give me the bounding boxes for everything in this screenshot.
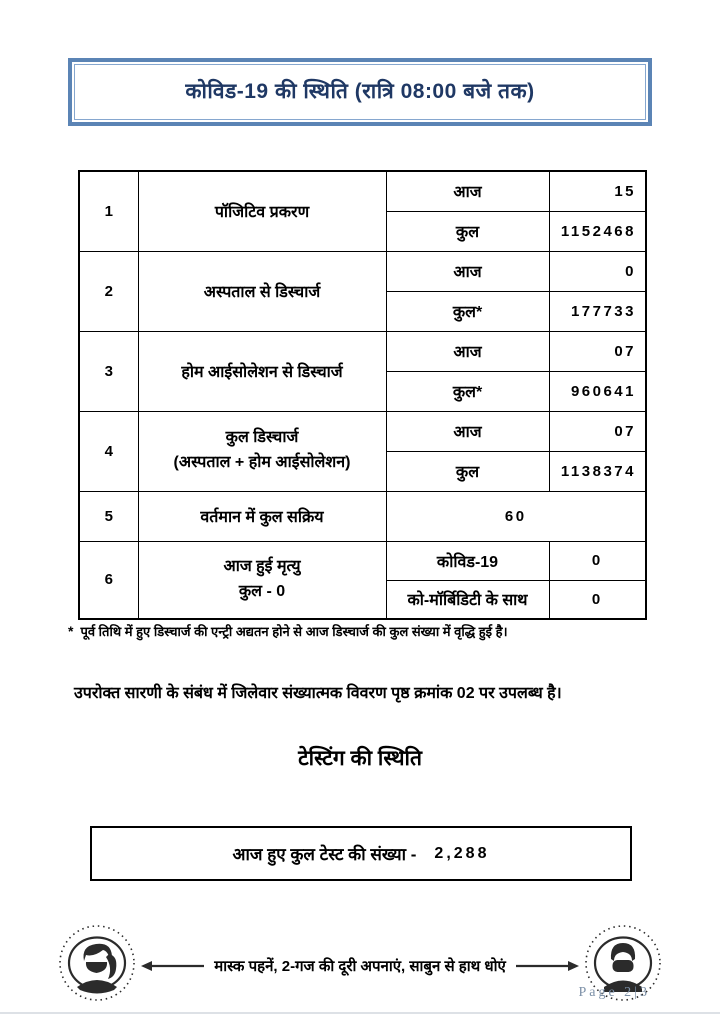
report-title-inner [74,64,646,120]
page-bottom-edge [0,1012,720,1014]
metric-value: 0 [549,580,646,619]
total-tests-label: आज हुए कुल टेस्ट की संख्या - [232,845,417,864]
serial-cell: 3 [79,331,138,411]
metric-value: 1138374 [549,451,646,491]
total-tests-box [90,826,632,881]
serial-cell: 2 [79,251,138,331]
testing-section-heading: टेस्टिंग की स्थिति [298,747,422,770]
metric-value: 177733 [549,291,646,331]
category-label: अस्पताल से डिस्चार्ज [138,251,386,331]
category-label-line1: आज हुई मृत्यु [223,557,301,575]
footnote [68,622,658,641]
metric-label: कुल* [386,291,549,331]
serial-cell: 4 [79,411,138,491]
metric-value: 0 [549,251,646,291]
metric-label: आज [386,331,549,371]
metric-value: 15 [549,171,646,211]
metric-value: 07 [549,411,646,451]
metric-label: कुल [386,451,549,491]
left-arrow-icon [140,960,204,972]
total-tests-value: 2,288 [434,844,490,862]
covid-status-table [78,170,647,620]
metric-label: आज [386,251,549,291]
metric-value: 0 [549,541,646,580]
page-number: Page 2|3 [578,985,650,1000]
report-title-box [68,58,652,126]
page-title: कोविड-19 की स्थिति (रात्रि 08:00 बजे तक) [185,80,535,103]
metric-value: 60 [386,491,646,541]
category-label [138,541,386,619]
footer-banner [58,924,662,1002]
masked-woman-icon [58,924,136,1002]
footnote-asterisk: * [68,623,74,639]
metric-label: को-मॉर्बिडिटी के साथ [386,580,549,619]
right-arrow-icon [516,960,580,972]
metric-label: कुल [386,211,549,251]
metric-label: कुल* [386,371,549,411]
metric-label: आज [386,411,549,451]
footnote-text: पूर्व तिथि में हुए डिस्चार्ज की एन्ट्री अद्यतन होने से आज डिस्चार्ज की कुल संख्या में वृद्धि हुई है। [80,624,508,639]
metric-label: आज [386,171,549,211]
category-label [138,411,386,491]
serial-cell: 6 [79,541,138,619]
category-label: वर्तमान में कुल सक्रिय [138,491,386,541]
category-label-line2: कुल - 0 [238,582,286,600]
metric-value: 1152468 [549,211,646,251]
footer-message: मास्क पहनें, 2-गज की दूरी अपनाएं, साबुन से हाथ धोएं [214,958,506,975]
metric-value: 07 [549,331,646,371]
metric-value: 960641 [549,371,646,411]
district-detail-note: उपरोक्त सारणी के संबंध में जिलेवार संख्यात्मक विवरण पृष्ठ क्रमांक 02 पर उपलब्ध है। [74,685,562,702]
category-label-line2: (अस्पताल + होम आईसोलेशन) [173,454,351,471]
serial-cell: 1 [79,171,138,251]
footer-message-group [140,956,580,976]
category-label: पॉजिटिव प्रकरण [138,171,386,251]
metric-label: कोविड-19 [386,541,549,580]
category-label: होम आईसोलेशन से डिस्चार्ज [138,331,386,411]
serial-cell: 5 [79,491,138,541]
category-label-line1: कुल डिस्चार्ज [225,429,299,447]
